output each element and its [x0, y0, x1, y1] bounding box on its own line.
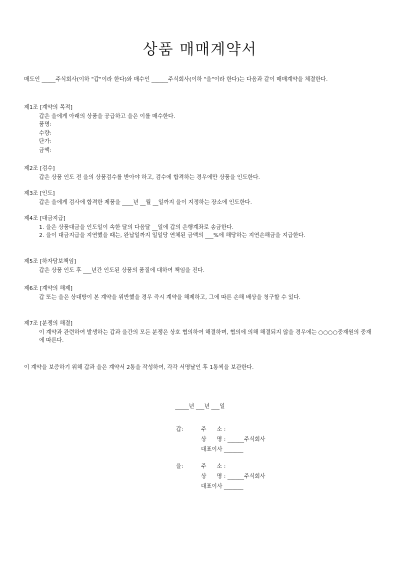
item-list — [24, 121, 376, 155]
article-heading: 제5조 [하자담보책임] — [24, 259, 77, 265]
item-amount: 금액: — [39, 147, 52, 154]
party-b-representative: 대표이사 _______ — [201, 484, 244, 490]
article-1 — [24, 104, 376, 155]
party-b-block — [176, 462, 265, 492]
article-body: 1. 을은 상품대금을 인도일이 속한 달의 다음달 __일에 갑의 은행계좌로 송금한다. 2. 을이 대금지급을 지연했을 때는, 완납일까지 일일당 연체된 금액의 ___%에 해당하는 지연손해금을 지급한다. — [39, 224, 306, 239]
item-unit-price: 단가: — [39, 139, 52, 145]
article-heading: 제7조 [분쟁의 해결] — [24, 321, 73, 327]
item-name: 품명: — [39, 122, 52, 128]
article-7 — [24, 320, 376, 346]
article-body: 갑은 을에게 검사에 합격한 제품을 ____년 __월 __일까지 을이 지정하는 장소에 인도한다. — [39, 199, 252, 206]
party-a-address: 주 소 : — [201, 427, 226, 433]
party-b-address: 주 소 : — [201, 464, 226, 470]
item-quantity: 수량: — [39, 130, 52, 137]
article-heading: 제4조 [대금지급] — [24, 216, 66, 222]
article-heading: 제2조 [검수] — [24, 166, 55, 172]
article-body: 갑은 을에게 아래의 상품을 공급하고 을은 이를 매수한다. — [39, 113, 176, 120]
closing-paragraph: 이 계약을 보증하기 위해 갑과 을은 계약서 2통을 작성하여, 각각 서명날인 후 1통씩을 보관한다. — [24, 365, 254, 371]
party-a-label: 갑: — [176, 427, 184, 433]
party-b-label: 을: — [176, 464, 184, 470]
contract-date: _____년 ___년 ___일 — [175, 404, 225, 410]
article-6 — [24, 285, 376, 302]
party-a-company: 상 명 : ______주식회사 — [201, 437, 266, 443]
article-body: 갑은 상품 인도 전 을의 상품검수를 받아야 하고, 검수에 합격하는 경우에만 상품을 인도한다. — [39, 174, 261, 181]
article-heading: 제3조 [인도] — [24, 191, 55, 197]
article-heading: 제6조 [계약의 해제] — [24, 286, 73, 292]
party-a-representative: 대표이사 _______ — [201, 447, 244, 453]
article-5 — [24, 258, 376, 275]
party-a-block — [176, 425, 265, 455]
article-3 — [24, 190, 376, 207]
party-b-company: 상 명 : ______주식회사 — [201, 474, 266, 480]
intro-paragraph: 매도인 _____주식회사(이하 "갑"이라 한다)와 매수인 ______주식회사(이하 "을"이라 한다)는 다음과 같이 매매계약을 체결한다. — [24, 77, 328, 83]
article-body: 이 계약과 관련하여 발생하는 갑과 을간의 모든 분쟁은 상호 협의하여 해결하며, 협의에 의해 해결되지 않을 경우에는 ○○○○중재원의 중재에 따른다. — [39, 329, 372, 344]
article-2 — [24, 165, 376, 182]
article-4 — [24, 215, 376, 241]
article-body: 갑 또는 을은 상대방이 본 계약을 위반했을 경우 즉시 계약을 해제하고, 그에 따른 손해 배상을 청구할 수 있다. — [39, 294, 301, 301]
article-heading: 제1조 [계약의 목적] — [24, 105, 73, 111]
article-body: 갑은 상품 인도 후 ___년간 인도된 상품의 품질에 대하여 책임을 진다. — [39, 267, 205, 274]
page-title: 상품 매매계약서 — [142, 40, 258, 58]
